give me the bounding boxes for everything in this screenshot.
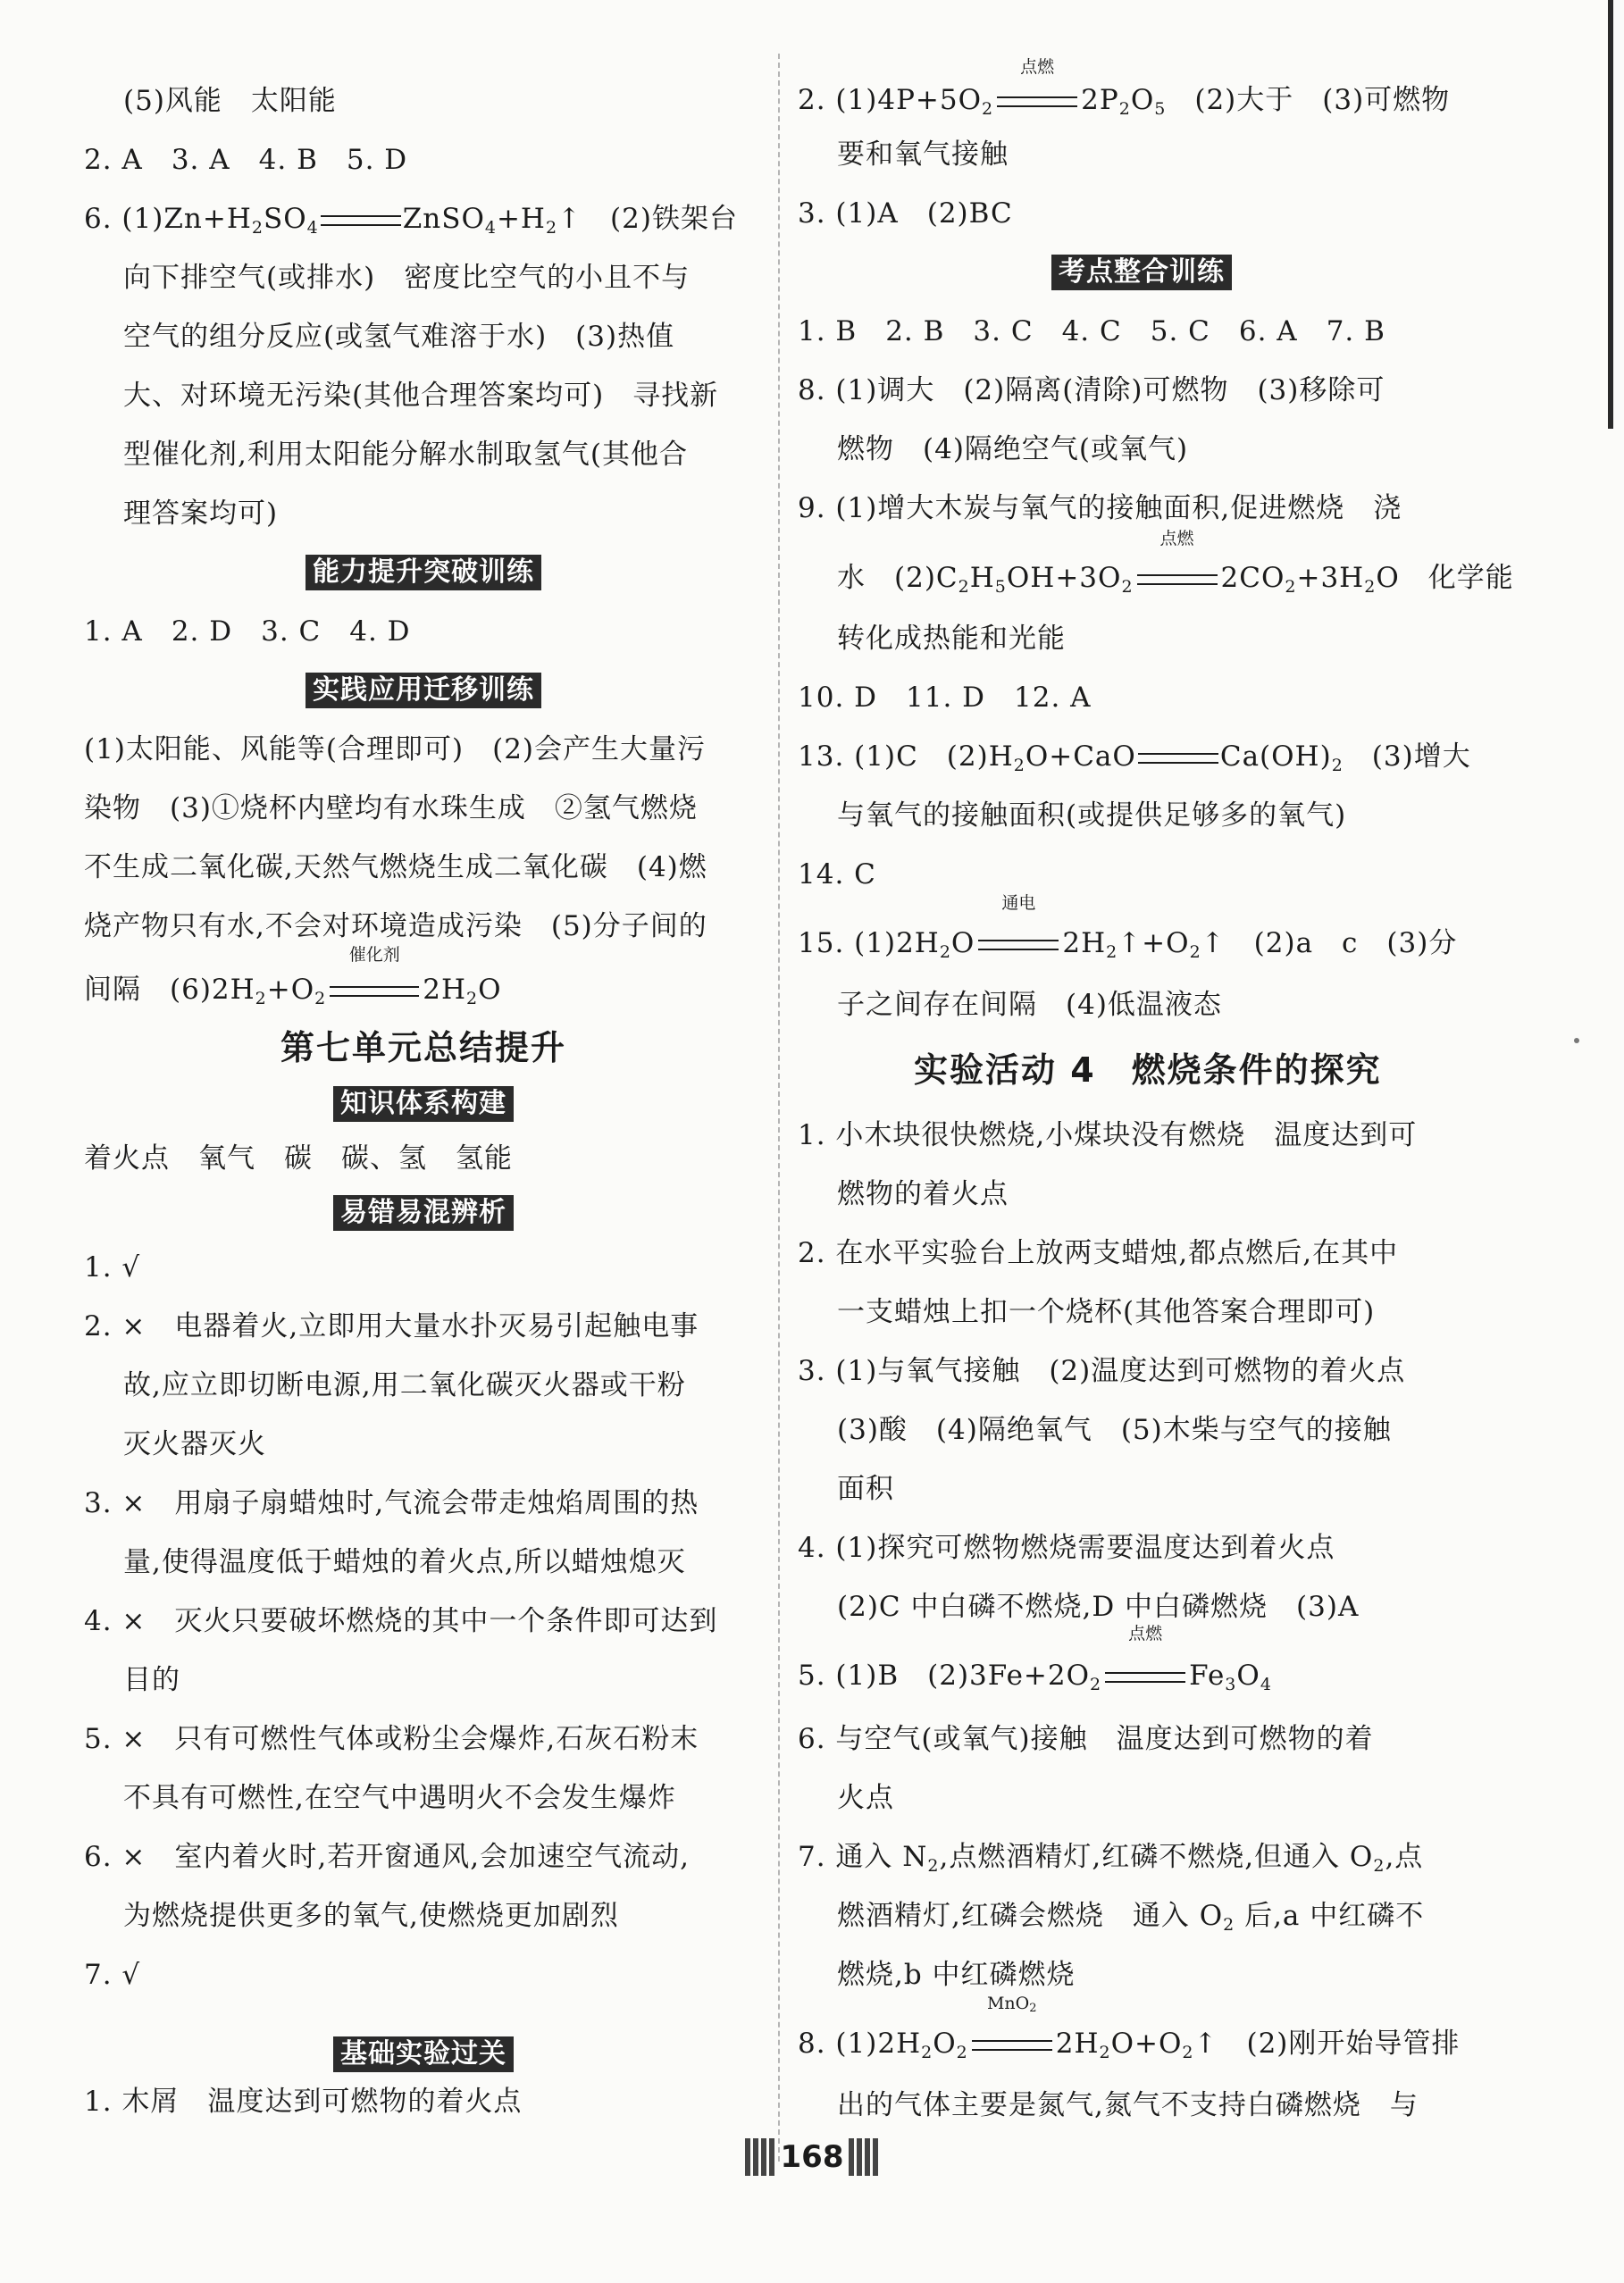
- answer-line: (2)C 中白磷不燃烧,D 中白磷燃烧 (3)A: [837, 1591, 1360, 1623]
- answer-line: 为燃烧提供更多的氧气,使燃烧更加剧烈: [123, 1900, 619, 1932]
- answer-line: 燃烧,b 中红磷燃烧: [837, 1959, 1076, 1991]
- answer-line-equation: 6. $(1)Zn+H_2SO_4$ $ZnSO_4+H_2↑$ (2)铁架台: [84, 203, 738, 238]
- page-edge-bar: [1608, 0, 1613, 429]
- answer-line: 理答案均可): [123, 498, 279, 530]
- answer-line: (5)风能 太阳能: [123, 85, 337, 117]
- unit-title: 第七单元总结提升: [280, 1028, 566, 1067]
- answer-line: 8. (1)调大 (2)隔离(清除)可燃物 (3)移除可: [798, 374, 1385, 406]
- answer-line: 灭火器灭火: [123, 1428, 266, 1460]
- answer-line: 目的: [123, 1664, 180, 1696]
- answer-line: 2. × 电器着火,立即用大量水扑灭易引起触电事: [84, 1310, 699, 1342]
- answer-line-equation: 燃酒精灯,红磷会燃烧 通入 $O_2$ 后,a 中红磷不: [837, 1900, 1425, 1935]
- answer-line: 向下排空气(或排水) 密度比空气的小且不与: [123, 262, 691, 294]
- answer-line: 燃物的着火点: [837, 1178, 1009, 1210]
- answer-line: 4. (1)探究可燃物燃烧需要温度达到着火点: [798, 1532, 1335, 1564]
- answer-line: 2. 在水平实验台上放两支蜡烛,都点燃后,在其中: [798, 1237, 1399, 1269]
- answer-line: 不生成二氧化碳,天然气燃烧生成二氧化碳 (4)燃: [84, 851, 707, 883]
- answer-line: 着火点 氧气 碳 碳、氢 氢能: [84, 1142, 513, 1175]
- answer-line: 量,使得温度低于蜡烛的着火点,所以蜡烛熄灭: [123, 1546, 686, 1578]
- answer-line-equation: 5. (1)B $(2)3Fe+2O_2$ 点燃 $Fe_3O_4$: [798, 1624, 1272, 1694]
- answer-line: 14. C: [798, 858, 876, 891]
- answer-line-equation: 13. (1)C $(2)H_2O+CaO$ $Ca(OH)_2$ (3)增大: [798, 740, 1471, 775]
- answer-line: 子之间存在间隔 (4)低温液态: [837, 989, 1222, 1021]
- answer-line: 染物 (3)①烧杯内壁均有水珠生成 ②氢气燃烧: [84, 792, 698, 824]
- answer-line: 面积: [837, 1473, 894, 1505]
- left-column: [84, 71, 763, 2131]
- answer-line: 6. × 室内着火时,若开窗通风,会加速空气流动,: [84, 1841, 690, 1873]
- answer-line: 燃物 (4)隔绝空气(或氧气): [837, 433, 1189, 465]
- answer-line: 1. 木屑 温度达到可燃物的着火点: [84, 2086, 523, 2118]
- answer-line: 3. (1)A (2)BC: [798, 197, 1013, 230]
- answer-line: 3. (1)与氧气接触 (2)温度达到可燃物的着火点: [798, 1355, 1406, 1387]
- answer-line: 火点: [837, 1782, 894, 1814]
- answer-line-equation: 8. $(1)2H_2O_2$ MnO$_2$ $2H_2O+O_2↑$ (2)刚开始导管排: [798, 1994, 1461, 2062]
- answer-line: 2. A 3. A 4. B 5. D: [84, 144, 408, 176]
- answer-line-equation: 2. $(1)4P+5O_2$ 点燃 $2P_2O_5$ (2)大于 (3)可燃物: [798, 57, 1451, 119]
- answer-line: 10. D 11. D 12. A: [798, 682, 1092, 714]
- right-column: [798, 57, 1514, 2135]
- page-number-text: 168: [780, 2139, 844, 2175]
- section-heading: 基础实验过关: [84, 2004, 763, 2072]
- answer-line: 出的气体主要是氮气,氮气不支持白磷燃烧 与: [837, 2089, 1419, 2121]
- section-heading: 能力提升突破训练: [84, 543, 763, 602]
- answer-line: 大、对环境无污染(其他合理答案均可) 寻找新: [123, 380, 719, 412]
- answer-line: 3. × 用扇子扇蜡烛时,气流会带走烛焰周围的热: [84, 1487, 699, 1519]
- answer-line: 转化成热能和光能: [837, 623, 1066, 655]
- answer-line: 5. × 只有可燃性气体或粉尘会爆炸,石灰石粉末: [84, 1723, 699, 1755]
- answer-line-equation: 15. $(1)2H_2O$ 通电 $2H_2↑+O_2↑$ (2)a c (3)分: [798, 893, 1458, 962]
- answer-line: 烧产物只有水,不会对环境造成污染 (5)分子间的: [84, 910, 707, 942]
- answer-line: 要和氧气接触: [837, 138, 1009, 171]
- column-divider: [778, 54, 780, 2162]
- answer-line: 型催化剂,利用太阳能分解水制取氢气(其他合: [123, 439, 688, 471]
- answer-line: 1. A 2. D 3. C 4. D: [84, 615, 411, 648]
- section-heading: 知识体系构建: [84, 1079, 763, 1129]
- answer-line: 1. √: [84, 1251, 141, 1284]
- answer-line: (1)太阳能、风能等(合理即可) (2)会产生大量污: [84, 733, 707, 765]
- section-heading: 易错易混辨析: [84, 1188, 763, 1238]
- answer-line: 一支蜡烛上扣一个烧杯(其他答案合理即可): [837, 1296, 1376, 1328]
- answer-line: 9. (1)增大木炭与氧气的接触面积,促进燃烧 浇: [798, 492, 1402, 524]
- page-number-left-bars: [745, 2138, 775, 2176]
- answer-line: 1. 小木块很快燃烧,小煤块没有燃烧 温度达到可: [798, 1119, 1418, 1151]
- answer-line: 4. × 灭火只要破坏燃烧的其中一个条件即可达到: [84, 1605, 718, 1637]
- answer-line: (3)酸 (4)隔绝氧气 (5)木柴与空气的接触: [837, 1414, 1392, 1446]
- answer-line: 故,应立即切断电源,用二氧化碳灭火器或干粉: [123, 1369, 686, 1401]
- answer-line-equation: 水 $(2)C_2H_5OH+3O_2$ 点燃 $2CO_2+3H_2O$ 化学能: [837, 529, 1514, 597]
- answer-line: 空气的组分反应(或氢气难溶于水) (3)热值: [123, 321, 675, 353]
- section-heading: 考点整合训练: [798, 243, 1486, 302]
- answer-line: 不具有可燃性,在空气中遇明火不会发生爆炸: [123, 1782, 676, 1814]
- section-heading: 实践应用迁移训练: [84, 661, 763, 720]
- page-number-right-bars: [849, 2138, 879, 2176]
- answer-line: 6. 与空气(或氧气)接触 温度达到可燃物的着: [798, 1723, 1374, 1755]
- answer-line: 1. B 2. B 3. C 4. C 5. C 6. A 7. B: [798, 315, 1385, 347]
- scan-dot: [1574, 1038, 1579, 1043]
- experiment-title: 实验活动 4 燃烧条件的探究: [914, 1050, 1382, 1090]
- answer-line: 与氧气的接触面积(或提供足够多的氧气): [837, 799, 1347, 832]
- answer-line-equation: 间隔 $(6)2H_2+O_2$ 催化剂 $2H_2O$: [84, 945, 502, 1008]
- answer-line: 7. √: [84, 1959, 141, 1991]
- page-number: [0, 2138, 1624, 2179]
- answer-line-equation: 7. 通入 $N_2$,点燃酒精灯,红磷不燃烧,但通入 $O_2$,点: [798, 1841, 1424, 1876]
